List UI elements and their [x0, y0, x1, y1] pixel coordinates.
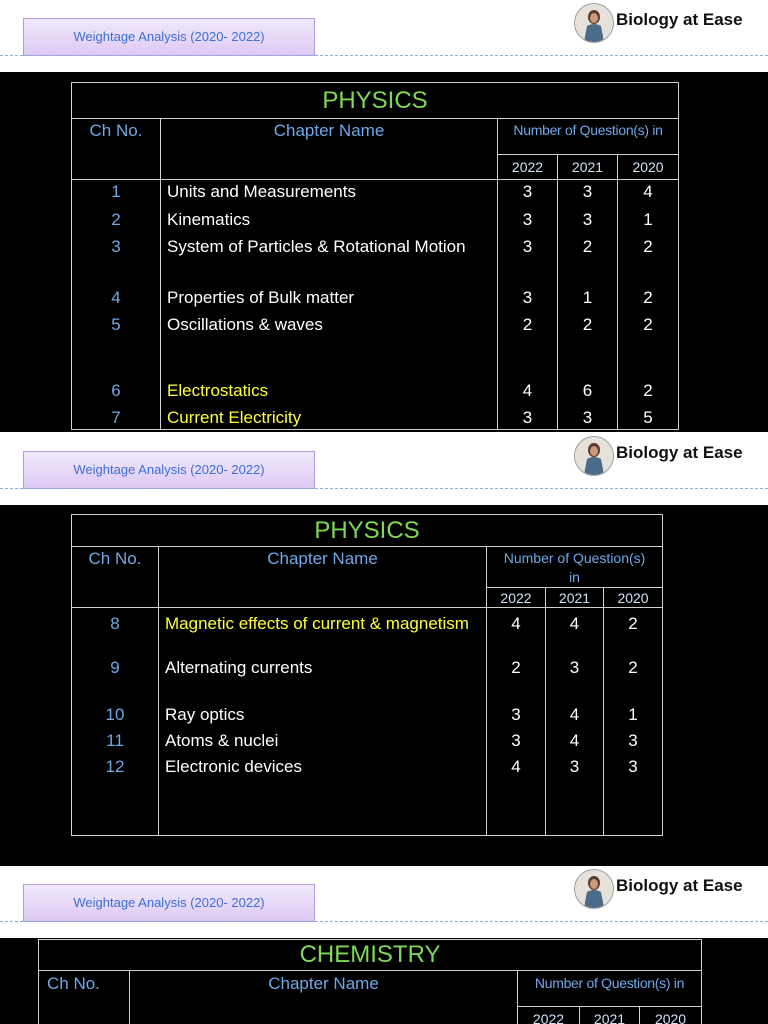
weightage-analysis-label: Weightage Analysis (2020- 2022): [73, 895, 265, 910]
avatar: [574, 3, 614, 43]
count-2020: 5: [618, 406, 679, 430]
weightage-analysis-box: [23, 18, 315, 56]
count-2021: 2: [558, 313, 618, 379]
count-2022: 3: [498, 180, 558, 208]
count-2021: 3: [558, 406, 618, 430]
col-chapter-name: Chapter Name: [130, 971, 518, 1024]
count-2022: 2: [487, 656, 546, 703]
ch-no: 1: [72, 180, 161, 208]
content-area: [0, 72, 768, 432]
slide-header: [0, 866, 768, 938]
count-2022: 2: [498, 313, 558, 379]
count-2022: 3: [498, 208, 558, 235]
year-2021: 2021: [558, 155, 618, 180]
count-2020: 1: [604, 703, 663, 729]
count-2020: 1: [618, 208, 679, 235]
count-2021: 6: [558, 379, 618, 406]
year-2020: 2020: [640, 1007, 702, 1024]
count-2021: 4: [546, 729, 604, 755]
count-2020: 2: [618, 235, 679, 286]
year-2022: 2022: [487, 588, 546, 608]
col-chapter-name: Chapter Name: [161, 119, 498, 180]
table-row: [72, 729, 663, 755]
weightage-analysis-label: Weightage Analysis (2020- 2022): [73, 462, 265, 477]
chapter-name: Properties of Bulk matter: [161, 286, 498, 313]
count-2022: 4: [498, 379, 558, 406]
col-number-of-questions: Number of Question(s) in: [487, 547, 663, 588]
avatar: [574, 436, 614, 476]
year-2021: 2021: [580, 1007, 640, 1024]
count-2022: 3: [498, 406, 558, 430]
brand-name: Biology at Ease: [616, 443, 743, 462]
chapter-name: Magnetic effects of current & magnetism: [159, 608, 487, 656]
ch-no: 12: [72, 755, 159, 836]
count-2020: 4: [618, 180, 679, 208]
dashed-divider: [0, 55, 768, 56]
table-row: [72, 703, 663, 729]
chapter-table: [38, 939, 702, 1024]
chapter-name: Kinematics: [161, 208, 498, 235]
chapter-name: Ray optics: [159, 703, 487, 729]
count-2022: 4: [487, 755, 546, 836]
count-2021: 2: [558, 235, 618, 286]
chapter-table: [71, 514, 663, 836]
ch-no: 3: [72, 235, 161, 286]
slide-physics-2: [0, 433, 768, 866]
col-number-of-questions: Number of Question(s) in: [518, 971, 702, 1007]
ch-no: 8: [72, 608, 159, 656]
chapter-name: Alternating currents: [159, 656, 487, 703]
year-2022: 2022: [518, 1007, 580, 1024]
weightage-analysis-box: [23, 884, 315, 922]
content-area: [0, 938, 768, 1024]
chapter-name: Current Electricity: [161, 406, 498, 430]
col-ch-no: Ch No.: [39, 971, 130, 1024]
count-2021: 3: [546, 755, 604, 836]
chapter-name: System of Particles & Rotational Motion: [161, 235, 498, 286]
col-chapter-name: Chapter Name: [159, 547, 487, 608]
table-title: CHEMISTRY: [39, 940, 702, 971]
table-row: [72, 180, 679, 208]
chapter-name: Units and Measurements: [161, 180, 498, 208]
ch-no: 10: [72, 703, 159, 729]
ch-no: 9: [72, 656, 159, 703]
count-2021: 3: [558, 208, 618, 235]
table-row: [72, 208, 679, 235]
year-2020: 2020: [618, 155, 679, 180]
chapter-name: Electrostatics: [161, 379, 498, 406]
ch-no: 4: [72, 286, 161, 313]
table-row: [72, 379, 679, 406]
count-2021: 4: [546, 703, 604, 729]
year-2022: 2022: [498, 155, 558, 180]
slide-header: [0, 0, 768, 72]
chapter-name: Electronic devices: [159, 755, 487, 836]
count-2020: 2: [618, 313, 679, 379]
count-2022: 3: [487, 729, 546, 755]
count-2022: 3: [498, 286, 558, 313]
brand-name: Biology at Ease: [616, 10, 743, 29]
content-area: [0, 505, 768, 866]
count-2021: 3: [546, 656, 604, 703]
count-2020: 2: [618, 379, 679, 406]
chapter-table: [71, 82, 679, 430]
count-2020: 2: [604, 608, 663, 656]
col-ch-no: Ch No.: [72, 547, 159, 608]
dashed-divider: [0, 488, 768, 489]
year-2021: 2021: [546, 588, 604, 608]
dashed-divider: [0, 921, 768, 922]
table-row: [72, 608, 663, 656]
ch-no: 7: [72, 406, 161, 430]
avatar: [574, 869, 614, 909]
chapter-name: Atoms & nuclei: [159, 729, 487, 755]
table-row: [72, 406, 679, 430]
count-2022: 4: [487, 608, 546, 656]
slide-header: [0, 433, 768, 505]
table-title: PHYSICS: [72, 515, 663, 547]
weightage-analysis-box: [23, 451, 315, 489]
col-ch-no: Ch No.: [72, 119, 161, 180]
table-title: PHYSICS: [72, 83, 679, 119]
count-2021: 4: [546, 608, 604, 656]
count-2020: 2: [618, 286, 679, 313]
col-number-of-questions: Number of Question(s) in: [498, 119, 679, 155]
weightage-analysis-label: Weightage Analysis (2020- 2022): [73, 29, 265, 44]
table-row: [72, 755, 663, 836]
ch-no: 2: [72, 208, 161, 235]
count-2022: 3: [498, 235, 558, 286]
count-2022: 3: [487, 703, 546, 729]
count-2021: 3: [558, 180, 618, 208]
table-row: [72, 313, 679, 379]
count-2020: 2: [604, 656, 663, 703]
ch-no: 5: [72, 313, 161, 379]
count-2020: 3: [604, 755, 663, 836]
ch-no: 11: [72, 729, 159, 755]
slide-chemistry: [0, 866, 768, 1024]
chapter-name: Oscillations & waves: [161, 313, 498, 379]
table-row: [72, 286, 679, 313]
brand-name: Biology at Ease: [616, 876, 743, 895]
slide-physics-1: [0, 0, 768, 432]
table-row: [72, 235, 679, 286]
year-2020: 2020: [604, 588, 663, 608]
table-row: [72, 656, 663, 703]
count-2020: 3: [604, 729, 663, 755]
count-2021: 1: [558, 286, 618, 313]
ch-no: 6: [72, 379, 161, 406]
